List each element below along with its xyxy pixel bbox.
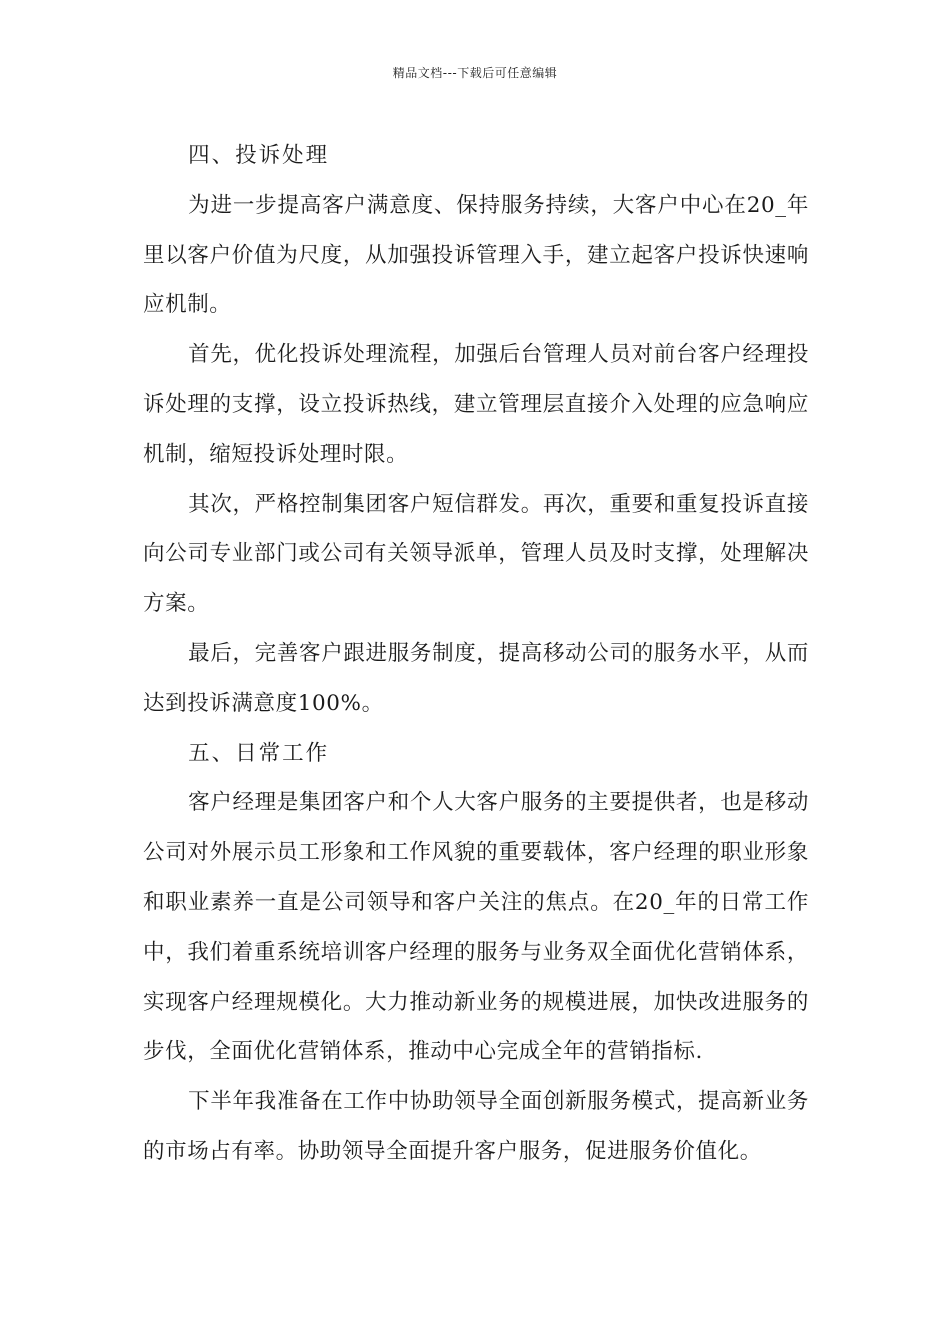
paragraph-complaints-first: 首先，优化投诉处理流程，加强后台管理人员对前台客户经理投诉处理的支撑，设立投诉热线，建立管理层直接介入处理的应急响应机制，缩短投诉处理时限。 (143, 342, 809, 467)
page-header: 精品文档---下载后可任意编辑 (392, 66, 558, 80)
paragraph-complaints-second: 其次，严格控制集团客户短信群发。再次，重要和重复投诉直接向公司专业部门或公司有关领导派单，管理人员及时支撑，处理解决方案。 (143, 491, 809, 617)
paragraph-complaints-intro: 为进一步提高客户满意度、保持服务持续，大客户中心在20_年里以客户价值为尺度，从加强投诉管理入手，建立起客户投诉快速响应机制。 (143, 192, 809, 318)
paragraph-daily-work: 客户经理是集团客户和个人大客户服务的主要提供者，也是移动公司对外展示员工形象和工作风貌的重要载体，客户经理的职业形象和职业素养一直是公司领导和客户关注的焦点。在20_年的日常工作中，我们着重系统培训客户经理的服务与业务双全面优化营销体系，实现客户经理规模化。大力推动新业务的规模进展，加快改进服务的步伐，全面优化营销体系，推动中心完成全年的营销指标. (143, 790, 809, 1065)
paragraph-second-half-plan: 下半年我准备在工作中协助领导全面创新服务模式，提高新业务的市场占有率。协助领导全面提升客户服务，促进服务价值化。 (143, 1089, 809, 1164)
document-body (143, 131, 809, 1177)
section-heading-daily-work: 五、日常工作 (188, 740, 330, 766)
section-heading-complaints: 四、投诉处理 (188, 143, 330, 168)
paragraph-complaints-last: 最后，完善客户跟进服务制度，提高移动公司的服务水平，从而达到投诉满意度100%。 (143, 640, 809, 716)
